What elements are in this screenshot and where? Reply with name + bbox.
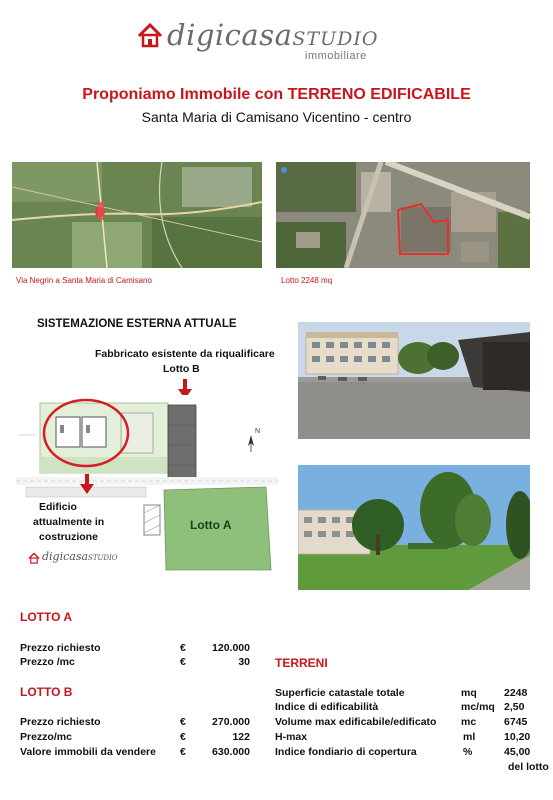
price-value: 630.000 xyxy=(212,746,250,758)
terreni-row xyxy=(275,701,545,713)
site-plan xyxy=(16,395,278,573)
lotto-b-row xyxy=(20,716,250,728)
currency-symbol: € xyxy=(180,746,186,758)
terreni-unit: mc/mq xyxy=(461,701,495,713)
page-subheadline: Santa Maria di Camisano Vicentino - centro xyxy=(141,109,412,125)
terreni-value: 45,00 xyxy=(504,746,531,758)
watermark-suffix: STUDIO xyxy=(88,554,118,562)
lotto-a-title: LOTTO A xyxy=(20,610,72,624)
price-label: Prezzo/mc xyxy=(20,731,72,743)
terreni-label: Superficie catastale totale xyxy=(275,687,405,699)
terreni-value: 10,20 xyxy=(504,731,531,743)
terreni-row xyxy=(275,731,545,743)
arrow-down-icon xyxy=(80,474,94,494)
north-label: N xyxy=(255,428,261,435)
currency-symbol: € xyxy=(180,642,186,654)
price-value: 30 xyxy=(238,656,250,668)
map-photo xyxy=(12,162,262,268)
terreni-unit: % xyxy=(463,746,473,758)
lot-b-label: Lotto B xyxy=(163,363,200,375)
currency-symbol: € xyxy=(180,716,186,728)
terreni-value: 2248 xyxy=(504,687,528,699)
price-label: Prezzo /mc xyxy=(20,656,75,668)
terreni-value: 6745 xyxy=(504,716,528,728)
currency-symbol: € xyxy=(180,656,186,668)
lotto-b-title: LOTTO B xyxy=(20,685,73,699)
price-value: 122 xyxy=(232,731,250,743)
garden-photo xyxy=(298,465,530,590)
plan-section-title: SISTEMAZIONE ESTERNA ATTUALE xyxy=(37,318,237,330)
terreni-unit: ml xyxy=(463,731,476,743)
lotto-b-row xyxy=(20,746,250,758)
company-logo xyxy=(135,18,395,62)
terreni-row xyxy=(275,687,545,699)
construction-label-line2: attualmente in xyxy=(33,516,105,528)
house-logo-icon xyxy=(28,552,40,564)
terreni-footnote: del lotto xyxy=(508,761,549,773)
construction-label-line1: Edificio xyxy=(39,501,77,513)
lotto-a-row xyxy=(20,656,250,668)
price-label: Prezzo richiesto xyxy=(20,642,101,654)
lot-a-plan-label: Lotto A xyxy=(190,518,232,532)
lotto-a-row xyxy=(20,642,250,654)
terreni-title: TERRENI xyxy=(275,656,328,670)
terreni-label: Indice di edificabilità xyxy=(275,701,379,713)
terreni-label: H-max xyxy=(275,731,308,743)
brand-name: digicasaSTUDIO xyxy=(167,18,379,52)
existing-building-label: Fabbricato esistente da riqualificare xyxy=(95,348,275,360)
construction-label-line3: costruzione xyxy=(39,531,98,543)
terreni-value: 2,50 xyxy=(504,701,525,713)
brand-subtitle: immobiliare xyxy=(305,50,367,62)
price-value: 120.000 xyxy=(212,642,250,654)
compass-north-icon xyxy=(240,432,262,454)
terreni-row xyxy=(275,746,545,758)
watermark-brand: digicasa xyxy=(42,550,89,563)
price-label: Prezzo richiesto xyxy=(20,716,101,728)
terreni-label: Indice fondiario di copertura xyxy=(275,746,417,758)
building-photo xyxy=(298,322,530,439)
currency-symbol: € xyxy=(180,731,186,743)
lotto-b-row xyxy=(20,731,250,743)
house-logo-icon xyxy=(137,22,163,48)
brand-suffix: STUDIO xyxy=(292,28,379,50)
aerial-caption: Lotto 2248 mq xyxy=(281,276,333,285)
map-caption: Via Negrin a Santa Maria di Camisano xyxy=(16,276,152,285)
terreni-unit: mc xyxy=(461,716,477,728)
terreni-row xyxy=(275,716,545,728)
price-value: 270.000 xyxy=(212,716,250,728)
aerial-photo xyxy=(276,162,530,268)
plan-watermark xyxy=(28,551,138,565)
price-label: Valore immobili da vendere xyxy=(20,746,156,758)
terreni-label: Volume max edificabile/edificato xyxy=(275,716,437,728)
page-headline: Proponiamo Immobile con TERRENO EDIFICABILE xyxy=(82,86,471,103)
terreni-unit: mq xyxy=(461,687,477,699)
